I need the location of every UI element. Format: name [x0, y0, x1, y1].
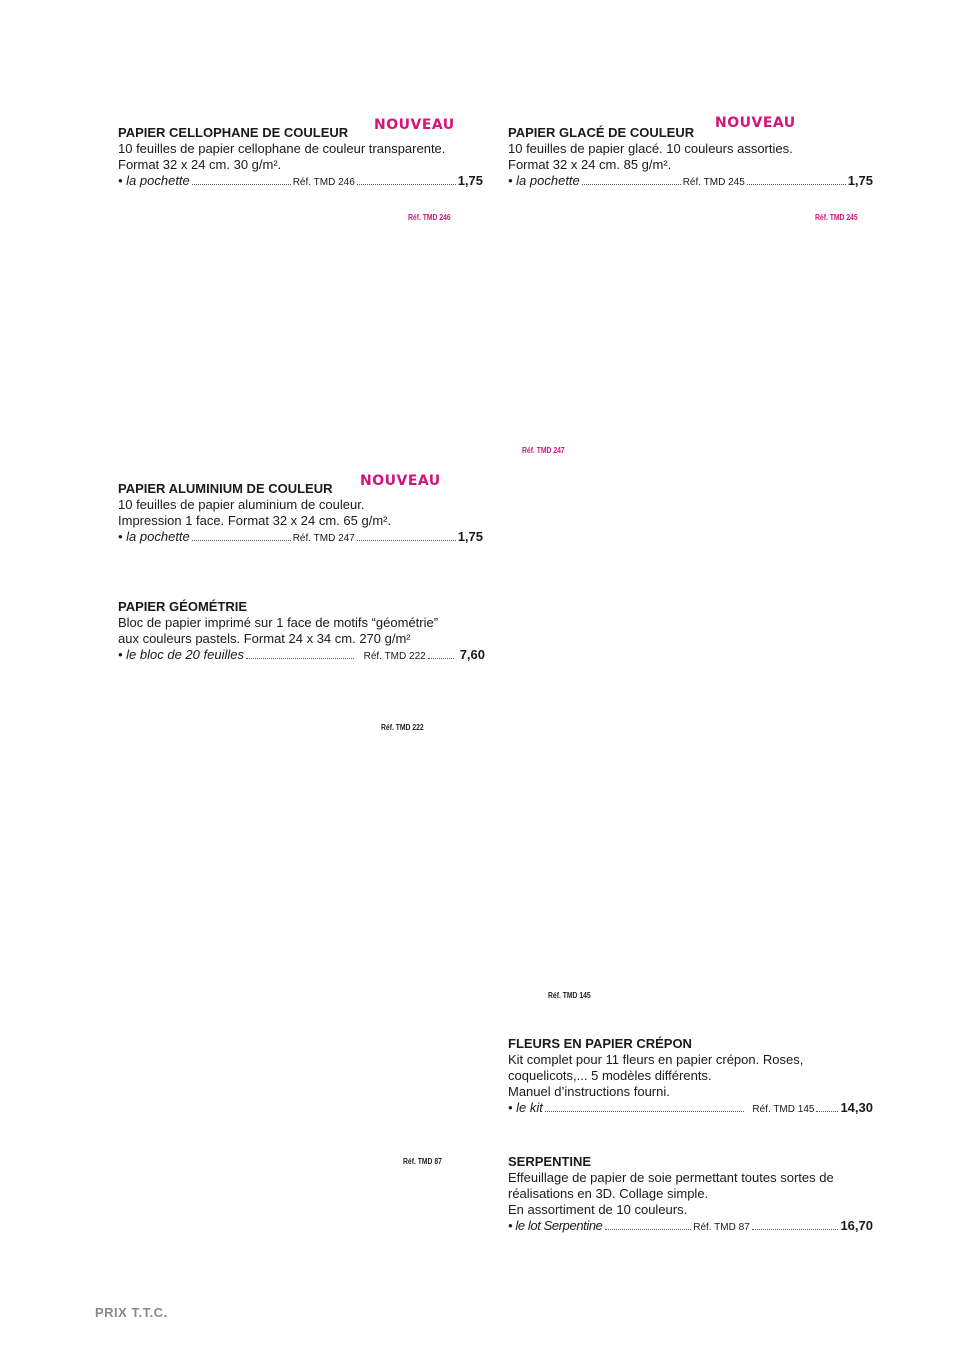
unit-label: • la pochette [118, 529, 190, 544]
unit-label: • le kit [508, 1100, 543, 1115]
product-description: 10 feuilles de papier cellophane de couleur transparente. [118, 141, 446, 156]
leader-dots [605, 1229, 692, 1230]
price-line [508, 1100, 873, 1118]
image-ref-label: Réf. TMD 87 [403, 1157, 442, 1166]
price: 16,70 [840, 1218, 873, 1233]
product-title: PAPIER ALUMINIUM DE COULEUR [118, 481, 333, 496]
leader-dots [428, 658, 454, 659]
product-cellophane [118, 117, 483, 191]
product-description: 10 feuilles de papier glacé. 10 couleurs assorties. [508, 141, 793, 156]
product-title: PAPIER CELLOPHANE DE COULEUR [118, 125, 349, 140]
image-ref-label: Réf. TMD 247 [522, 446, 565, 455]
product-description: Effeuillage de papier de soie permettant toutes sortes de [508, 1170, 834, 1185]
price: 1,75 [457, 529, 483, 544]
reference-code: Réf. TMD 245 [682, 177, 745, 188]
leader-dots [582, 184, 681, 185]
image-ref-label: Réf. TMD 222 [381, 723, 424, 732]
product-aluminium [118, 473, 483, 547]
product-description: Impression 1 face. Format 32 x 24 cm. 65 g/m². [118, 513, 392, 528]
footer-price-note: PRIX T.T.C. [95, 1305, 168, 1320]
leader-dots [246, 658, 354, 659]
leader-dots [752, 1229, 839, 1230]
product-description: coquelicots,... 5 modèles différents. [508, 1068, 712, 1083]
leader-dots [545, 1111, 744, 1112]
product-description: En assortiment de 10 couleurs. [508, 1202, 688, 1217]
product-description: réalisations en 3D. Collage simple. [508, 1186, 709, 1201]
unit-label: • la pochette [508, 173, 580, 188]
product-fleurs [508, 1036, 873, 1118]
unit-label: • le bloc de 20 feuilles [118, 647, 244, 662]
leader-dots [747, 184, 846, 185]
reference-code: Réf. TMD 87 [693, 1222, 750, 1233]
price: 1,75 [457, 173, 483, 188]
price-line [118, 647, 485, 665]
leader-dots [192, 540, 291, 541]
reference-code: Réf. TMD 247 [292, 533, 355, 544]
leader-dots [357, 540, 456, 541]
leader-dots [816, 1111, 838, 1112]
product-glace [508, 115, 873, 191]
image-ref-label: Réf. TMD 145 [548, 991, 591, 1000]
unit-label: • le lot Serpentine [508, 1218, 603, 1233]
product-description: Bloc de papier imprimé sur 1 face de motifs “géométrie” [118, 615, 439, 630]
reference-code: Réf. TMD 246 [292, 177, 355, 188]
product-description: aux couleurs pastels. Format 24 x 34 cm. 270 g/m² [118, 631, 411, 646]
product-title: FLEURS EN PAPIER CRÉPON [508, 1036, 692, 1051]
product-description: Format 32 x 24 cm. 30 g/m². [118, 157, 282, 172]
product-serpentine [508, 1154, 873, 1236]
product-title: PAPIER GLACÉ DE COULEUR [508, 125, 695, 140]
product-description: Manuel d’instructions fourni. [508, 1084, 670, 1099]
new-badge: NOUVEAU [360, 473, 441, 489]
product-title: SERPENTINE [508, 1154, 592, 1169]
price-line [118, 173, 483, 191]
product-geometrie [118, 599, 485, 665]
price: 14,30 [840, 1100, 873, 1115]
product-description: Kit complet pour 11 fleurs en papier crépon. Roses, [508, 1052, 804, 1067]
product-description: 10 feuilles de papier aluminium de couleur. [118, 497, 365, 512]
reference-code: Réf. TMD 145 [752, 1104, 815, 1115]
price-line [508, 1218, 873, 1236]
leader-dots [192, 184, 291, 185]
new-badge: NOUVEAU [715, 115, 796, 131]
leader-dots [357, 184, 456, 185]
product-description: Format 32 x 24 cm. 85 g/m². [508, 157, 672, 172]
unit-label: • la pochette [118, 173, 190, 188]
price: 1,75 [847, 173, 873, 188]
price-line [118, 529, 483, 547]
reference-code: Réf. TMD 222 [363, 651, 426, 662]
new-badge: NOUVEAU [374, 117, 455, 133]
price: 7,60 [459, 647, 485, 662]
product-title: PAPIER GÉOMÉTRIE [118, 599, 248, 614]
price-line [508, 173, 873, 191]
image-ref-label: Réf. TMD 246 [408, 213, 451, 222]
image-ref-label: Réf. TMD 245 [815, 213, 858, 222]
